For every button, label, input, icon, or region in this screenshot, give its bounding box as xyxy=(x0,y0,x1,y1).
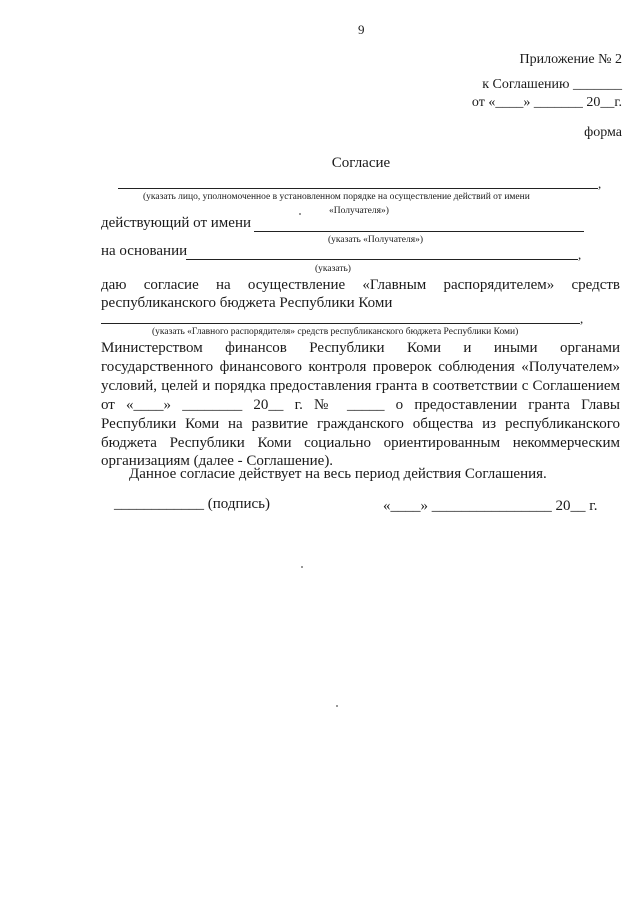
paragraph-line-5: Республики Коми на развитие гражданского общества из республиканского xyxy=(101,416,620,432)
recipient-blank-line xyxy=(254,231,584,232)
basis-blank-line xyxy=(186,259,578,260)
paragraph-line-3: условий, целей и порядка предоставления гранта в соответствии с Соглашением xyxy=(101,378,620,394)
form-label: форма xyxy=(584,125,622,140)
page-number: 9 xyxy=(358,22,365,37)
person-blank-line xyxy=(118,188,598,189)
consent-line-1: даю согласие на осуществление «Главным распорядителем» средств xyxy=(101,277,620,293)
appendix-label: Приложение № 2 xyxy=(519,52,622,67)
distributor-comma: , xyxy=(580,311,584,326)
recipient-hint: (указать «Получателя») xyxy=(328,235,424,245)
validity-sentence: Данное согласие действует на весь период действия Соглашения. xyxy=(129,466,547,482)
person-blank-comma: , xyxy=(598,176,602,191)
person-hint-line2: «Получателя») xyxy=(329,206,389,216)
paragraph-line-4: от «____» ________ 20__ г. № _____ о предоставлении гранта Главы xyxy=(101,397,620,413)
distributor-blank-line xyxy=(101,323,580,324)
agreement-reference: к Соглашению _______ xyxy=(482,77,622,92)
document-title: Согласие xyxy=(331,155,391,171)
person-hint-line1: (указать лицо, уполномоченное в установленном порядке на осуществление действий от имени xyxy=(143,192,530,202)
scan-speck xyxy=(301,566,303,568)
basis-hint: (указать) xyxy=(315,264,351,274)
paragraph-line-2: государственного финансового контроля проверок соблюдения «Получателем» xyxy=(101,359,620,375)
paragraph-line-7: организациям (далее - Соглашение). xyxy=(101,453,334,469)
paragraph-line-6: бюджета Республики Коми социально ориентированным некоммерческим xyxy=(101,435,620,451)
agreement-date: от «____» _______ 20__г. xyxy=(471,95,622,110)
paragraph-line-1: Министерством финансов Республики Коми и иными органами xyxy=(101,340,620,356)
basis-comma: , xyxy=(578,247,582,262)
scan-speck xyxy=(336,705,338,707)
scan-speck xyxy=(299,213,301,215)
signature-date-field: «____» ________________ 20__ г. xyxy=(383,498,598,514)
on-basis-label: на основании xyxy=(101,243,188,259)
distributor-hint: (указать «Главного распорядителя» средств республиканского бюджета Республики Коми) xyxy=(152,327,519,337)
acting-on-behalf-label: действующий от имени xyxy=(101,215,251,231)
signature-field: ____________ (подпись) xyxy=(114,496,271,512)
consent-line-2: республиканского бюджета Республики Коми xyxy=(101,295,393,311)
